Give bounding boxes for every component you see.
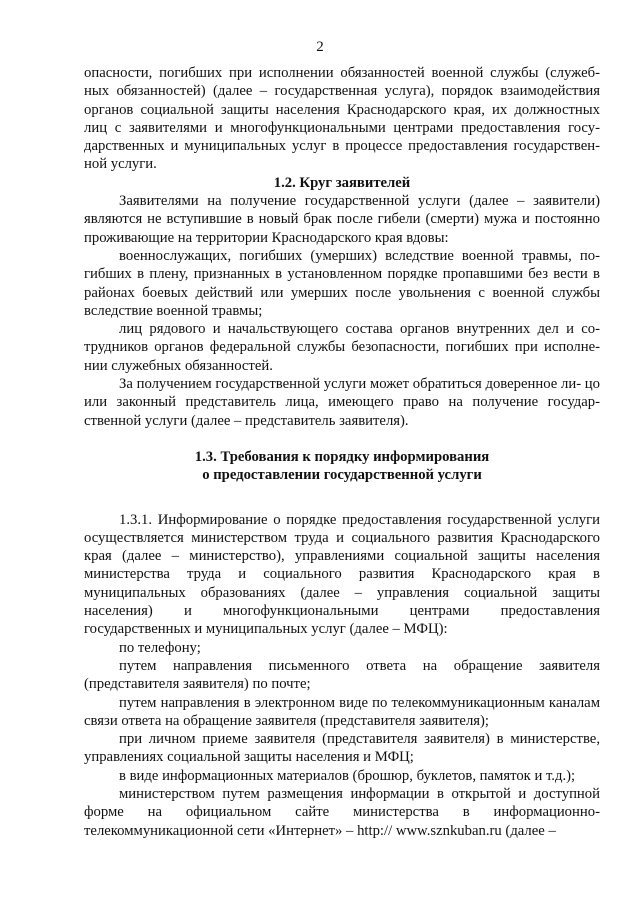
- intro-paragraph: опасности, погибших при исполнении обязанностей военной службы (служеб- ных обязанностей) (далее – государственная услуга), порядок взаимодействия органов социальной защиты населения Краснодарского края, их должностных лиц с заявителями и многофункциональными центрами предоставления госу- дарственных и муниципальных услуг в процессе предоставления государствен- ной услуги.: [84, 65, 600, 173]
- section-1-2-heading: 1.2. Круг заявителей: [273, 174, 411, 191]
- section-1-3-paragraph: путем направления в электронном виде по телекоммуникационным каналам связи ответа на обращение заявителя (представителя заявителя);: [84, 694, 600, 729]
- document-body: [84, 64, 600, 840]
- section-1-3-paragraph: в виде информационных материалов (брошюр, буклетов, памяток и т.д.);: [119, 767, 576, 784]
- section-1-3-paragraph: по телефону;: [119, 639, 201, 656]
- section-1-3-heading-line2: о предоставлении государственной услуги: [202, 467, 482, 484]
- section-1-3-heading: [84, 448, 600, 485]
- section-1-2-paragraph: лиц рядового и начальствующего состава органов внутренних дел и со- трудников органов федеральной службы безопасности, погибших при исполне- нии служебных обязанностей.: [84, 321, 600, 374]
- section-1-3-paragraph: при личном приеме заявителя (представителя заявителя) в министерстве, управлениях социальной защиты населения и МФЦ;: [84, 731, 600, 766]
- section-1-3-heading-line1: 1.3. Требования к порядку информирования: [194, 448, 490, 465]
- section-1-2-paragraph: За получением государственной услуги может обратиться доверенное ли- цо или законный представитель лица, имеющего право на получение государ- ственной услуги (далее – представитель заявителя).: [84, 376, 600, 429]
- section-1-2-paragraph: военнослужащих, погибших (умерших) вследствие военной травмы, по- гибших в плену, признанных в установленном порядке пропавшими без вести в районах боевых действий или умерших после увольнения с военной службы вследствие военной травмы;: [84, 247, 600, 319]
- section-1-3-paragraph: 1.3.1. Информирование о порядке предоставления государственной услуги осуществляется министерством труда и социального развития Краснодарского края (далее – министерство), управлениями социальной защиты населения министерства труда и социального развития Краснодарского края в муниципальных образованиях (далее – управления социальной защиты населения) и многофункциональными центрами предоставления государственных и муниципальных услуг (далее – МФЦ):: [84, 511, 600, 638]
- page-number: 2: [316, 39, 324, 55]
- section-1-3-paragraph: министерством путем размещения информации в открытой и доступной форме на официальном сайте министерства в информационно-телекоммуникационной сети «Интернет» – http:// www.sznkuban.ru (далее –: [84, 785, 600, 839]
- section-1-2-paragraph: Заявителями на получение государственной услуги (далее – заявители) являются не вступившие в новый брак после гибели (смерти) мужа и постоянно проживающие на территории Краснодарского края вдовы:: [84, 193, 600, 246]
- section-1-3-paragraph: путем направления письменного ответа на обращение заявителя (представителя заявителя) по почте;: [84, 657, 600, 693]
